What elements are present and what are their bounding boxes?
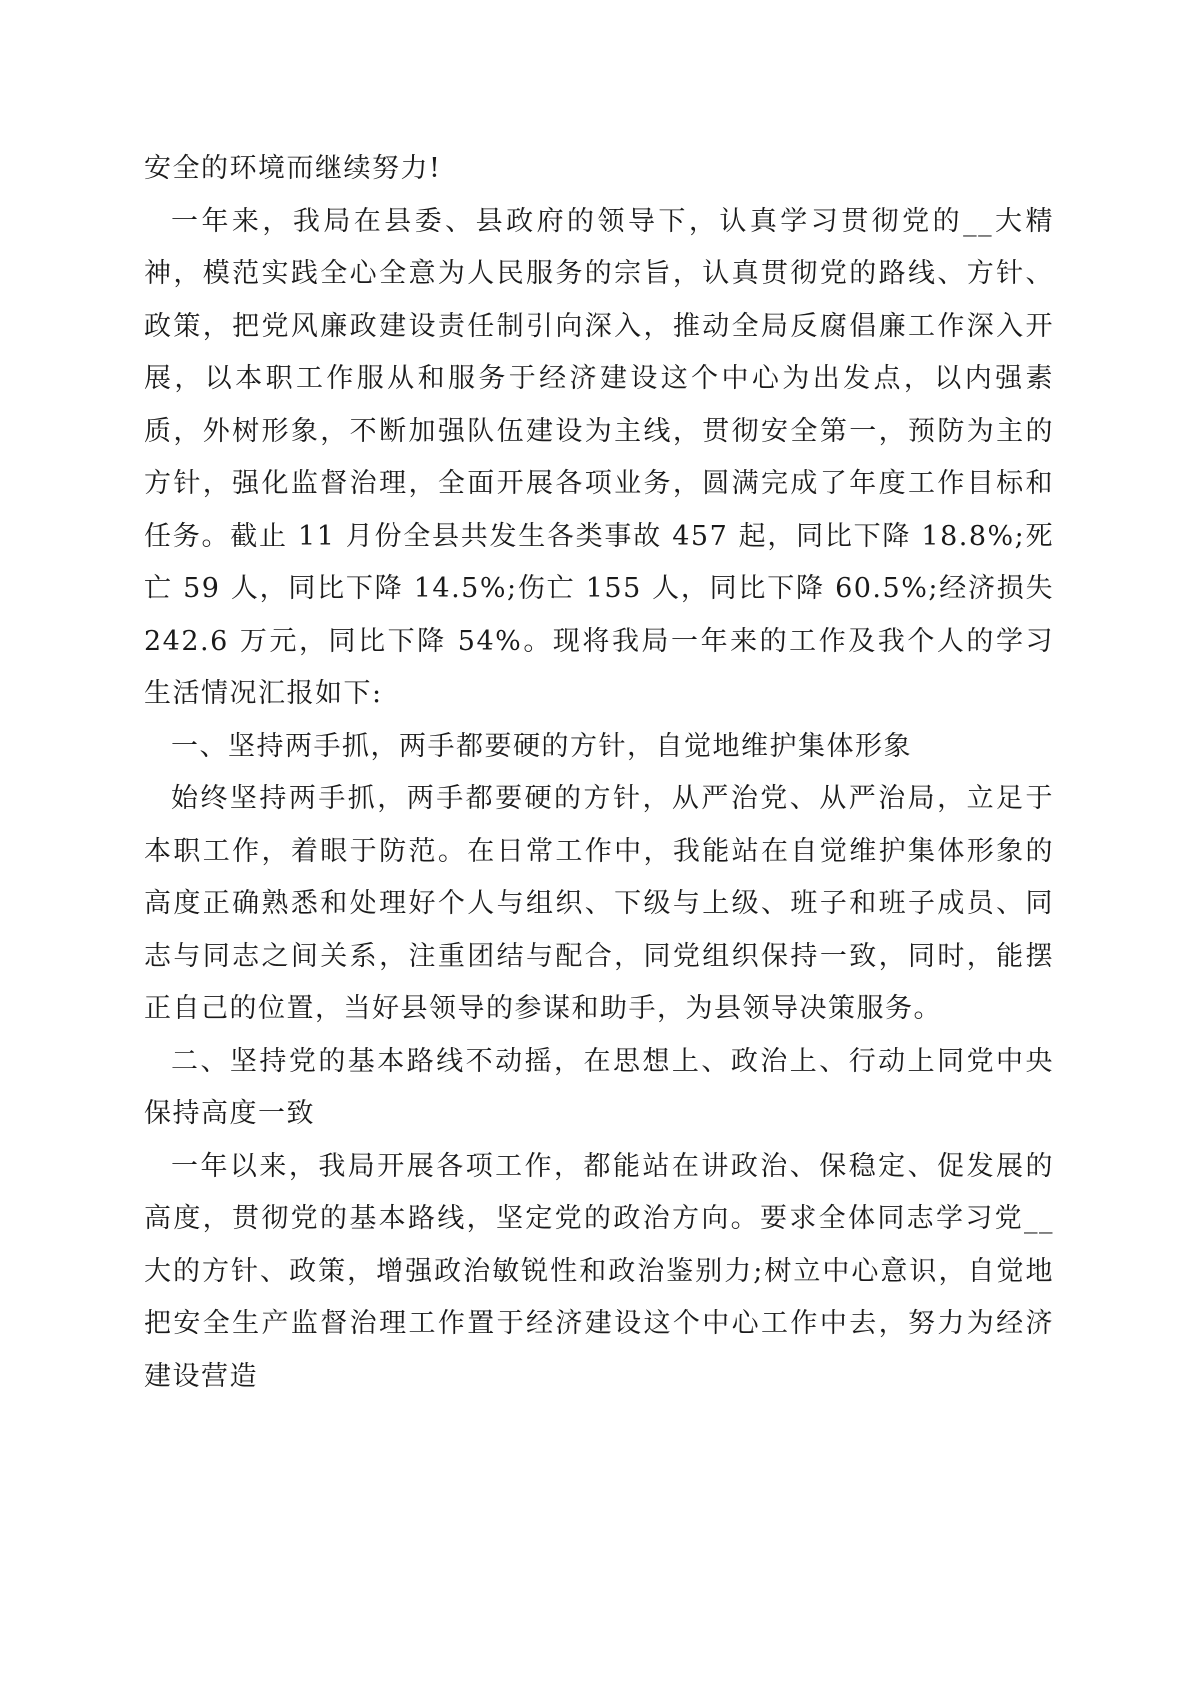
paragraph-section-one: 始终坚持两手抓，两手都要硬的方针，从严治党、从严治局，立足于本职工作，着眼于防范。在日常工作中，我能站在自觉维护集体形象的高度正确熟悉和处理好个人与组织、下级与上级、班子和班子成员、同志与同志之间关系，注重团结与配合，同党组织保持一致，同时，能摆正自己的位置，当好县领导的参谋和助手，为县领导决策服务。 (144, 783, 1054, 1024)
paragraph-section-two: 一年以来，我局开展各项工作，都能站在讲政治、保稳定、促发展的高度，贯彻党的基本路线，坚定党的政治方向。要求全体同志学习党__大的方针、政策，增强政治敏锐性和政治鉴别力;树立中心意识，自觉地把安全生产监督治理工作置于经济建设这个中心工作中去，努力为经济建设营造 (144, 1150, 1054, 1392)
paragraph-continuation: 安全的环境而继续努力! (144, 153, 442, 184)
document-body (144, 143, 1054, 1403)
section-heading-one: 一、坚持两手抓，两手都要硬的方针，自觉地维护集体形象 (171, 730, 912, 762)
paragraph-annual-summary: 一年来，我局在县委、县政府的领导下，认真学习贯彻党的__大精神，模范实践全心全意为人民服务的宗旨，认真贯彻党的路线、方针、政策，把党风廉政建设责任制引向深入，推动全局反腐倡廉工作深入开展，以本职工作服从和服务于经济建设这个中心为出发点，以内强素质，外树形象，不断加强队伍建设为主线，贯彻安全第一，预防为主的方针，强化监督治理，全面开展各项业务，圆满完成了年度工作目标和任务。截止 11 月份全县共发生各类事故 457 起，同比下降 18.8%;死亡 59 人，同比下降 14.5%;伤亡 155 人，同比下降 60.5%;经济损失 242.6 万元，同比下降 54%。现将我局一年来的工作及我个人的学习生活情况汇报如下: (144, 205, 1054, 709)
section-heading-two: 二、坚持党的基本路线不动摇，在思想上、政治上、行动上同党中央保持高度一致 (144, 1045, 1054, 1129)
